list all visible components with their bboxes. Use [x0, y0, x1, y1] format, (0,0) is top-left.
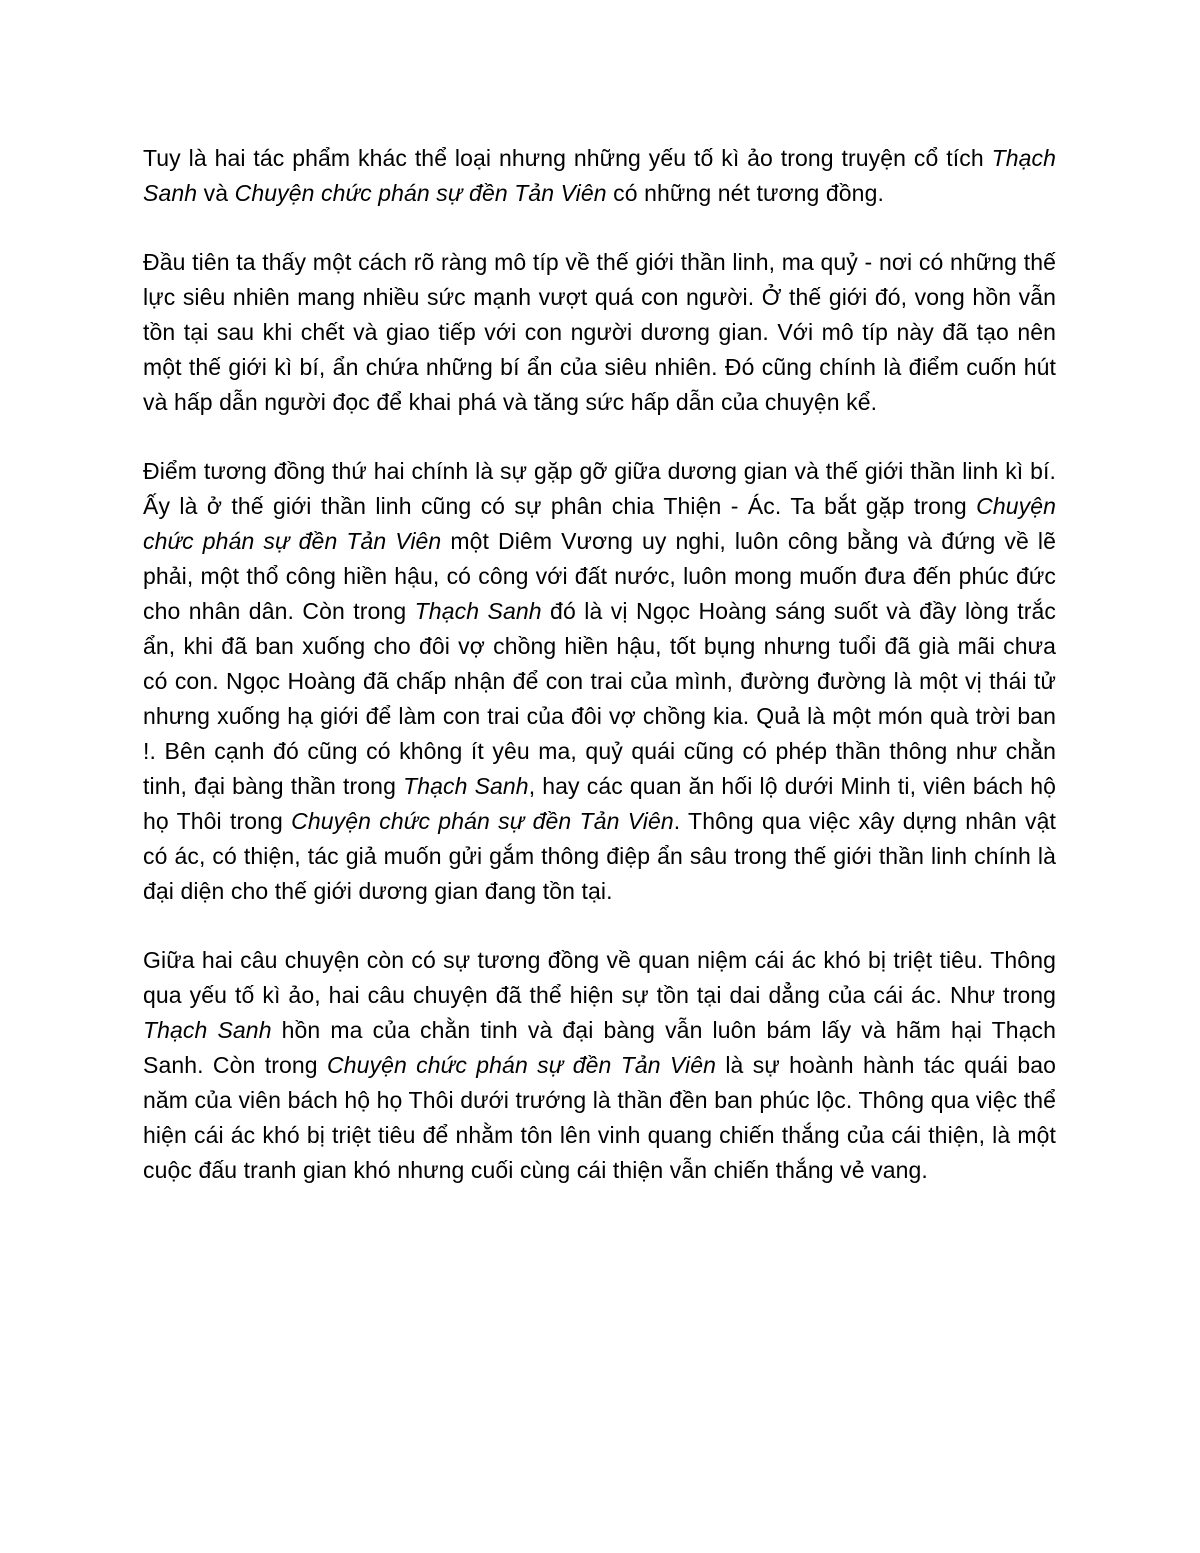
text-run: đó là vị Ngọc Hoàng sáng suốt và đầy lòng trắc ẩn, khi đã ban xuống cho đôi vợ chồng hiền hậu, tốt bụng nhưng tuổi đã già mãi chưa có con. Ngọc Hoàng đã chấp nhận để con trai của mình, đường đường là một vị thái tử nhưng xuống hạ giới để làm con trai của đôi vợ chồng kia. Quả là một món quà trời ban !. Bên cạnh đó cũng có không ít yêu ma, quỷ quái cũng có phép thần thông như chằn tinh, đại bàng thần trong	[143, 598, 1056, 799]
text-run: , hay các quan ăn hối lộ dưới Minh ti, viên bách hộ họ Thôi trong	[143, 773, 1056, 834]
text-run: Đầu tiên ta thấy một cách rõ ràng mô típ về thế giới thần linh, ma quỷ - nơi có những thế lực siêu nhiên mang nhiều sức mạnh vượt quá con người. Ở thế giới đó, vong hồn vẫn tồn tại sau khi chết và giao tiếp với con người dương gian. Với mô típ này đã tạo nên một thế giới kì bí, ẩn chứa những bí ẩn của siêu nhiên. Đó cũng chính là điểm cuốn hút và hấp dẫn người đọc để khai phá và tăng sức hấp dẫn của chuyện kể.	[143, 249, 1056, 415]
text-run: có những nét tương đồng.	[606, 180, 884, 206]
work-title-italic: Thạch Sanh	[143, 1017, 272, 1043]
text-run: hồn ma của chằn tinh và đại bàng vẫn luôn bám lấy và hãm hại Thạch Sanh. Còn trong	[143, 1017, 1056, 1078]
paragraph	[143, 245, 1056, 420]
work-title-italic: Thạch Sanh	[403, 773, 529, 799]
work-title-italic: Thạch Sanh	[143, 145, 1056, 206]
text-run: Tuy là hai tác phẩm khác thể loại nhưng những yếu tố kì ảo trong truyện cổ tích	[143, 145, 992, 171]
work-title-italic: Chuyện chức phán sự đền Tản Viên	[326, 1052, 717, 1078]
text-run: và	[197, 180, 235, 206]
work-title-italic: Chuyện chức phán sự đền Tản Viên	[143, 493, 1056, 554]
text-run: . Thông qua việc xây dựng nhân vật có ác, có thiện, tác giả muốn gửi gắm thông điệp ẩn sâu trong thế giới thần linh chính là đại diện cho thế giới dương gian đang tồn tại.	[143, 808, 1056, 904]
paragraph	[143, 454, 1056, 909]
work-title-italic: Chuyện chức phán sự đền Tản Viên	[234, 180, 607, 206]
paragraph	[143, 943, 1056, 1188]
paragraph	[143, 141, 1056, 211]
work-title-italic: Thạch Sanh	[414, 598, 542, 624]
text-run: một Diêm Vương uy nghi, luôn công bằng và đứng về lẽ phải, một thổ công hiền hậu, có công với đất nước, luôn mong muốn đưa đến phúc đức cho nhân dân. Còn trong	[143, 528, 1057, 624]
text-run: Giữa hai câu chuyện còn có sự tương đồng về quan niệm cái ác khó bị triệt tiêu. Thông qua yếu tố kì ảo, hai câu chuyện đã thể hiện sự tồn tại dai dẳng của cái ác. Như trong	[143, 947, 1056, 1008]
text-run: Điểm tương đồng thứ hai chính là sự gặp gỡ giữa dương gian và thế giới thần linh kì bí. Ấy là ở thế giới thần linh cũng có sự phân chia Thiện - Ác. Ta bắt gặp trong	[143, 458, 1056, 519]
text-run: là sự hoành hành tác quái bao năm của viên bách hộ họ Thôi dưới trướng là thần đền ban phúc lộc. Thông qua việc thể hiện cái ác khó bị triệt tiêu để nhằm tôn lên vinh quang chiến thắng của cái thiện, là một cuộc đấu tranh gian khó nhưng cuối cùng cái thiện vẫn chiến thắng vẻ vang.	[143, 1052, 1056, 1183]
work-title-italic: Chuyện chức phán sự đền Tản Viên	[291, 808, 674, 834]
